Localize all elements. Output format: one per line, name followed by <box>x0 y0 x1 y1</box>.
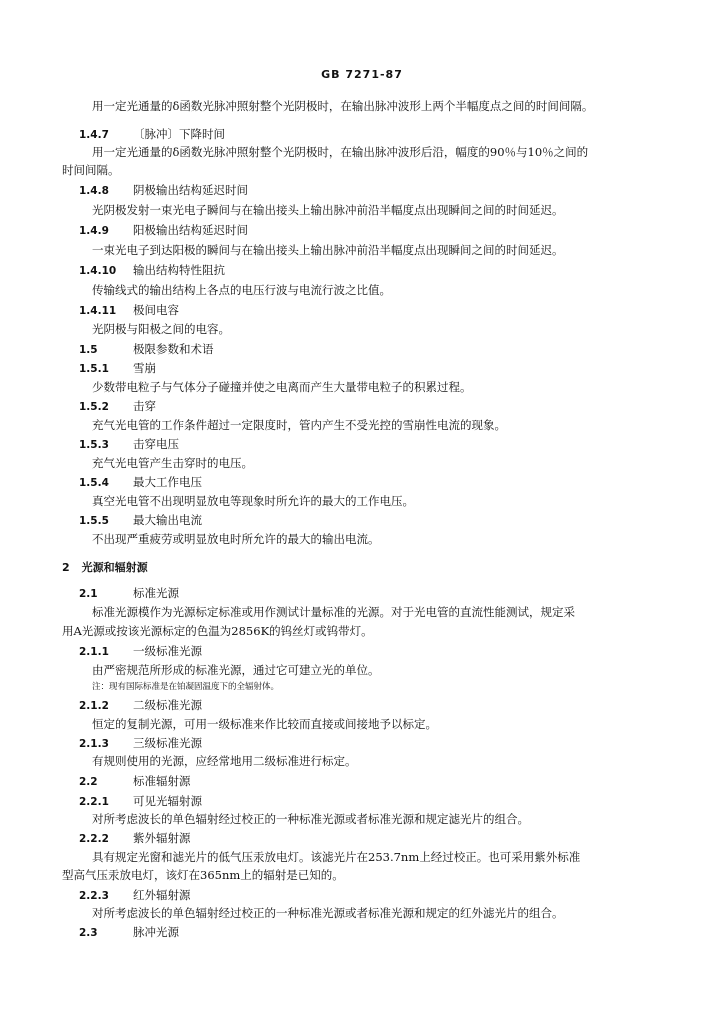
chapter-number: 2 <box>62 561 70 574</box>
section-title: 阳极输出结构延迟时间 <box>133 223 248 237</box>
section-title: 雪崩 <box>133 361 156 375</box>
paragraph-text: 标准光源模作为光源标定标准或用作测试计量标准的光源。对于光电管的直流性能测试，规定采 <box>92 605 575 619</box>
paragraph-text: 对所考虑波长的单色辐射经过校正的一种标准光源或者标准光源和规定的红外滤光片的组合。 <box>92 906 564 920</box>
section-heading <box>79 399 156 414</box>
section-number: 2.2.3 <box>79 890 109 902</box>
section-number: 2.2.2 <box>79 833 109 845</box>
paragraph-text: 不出现严重疲劳或明显放电时所允许的最大的输出电流。 <box>92 532 380 546</box>
section-heading <box>79 223 248 238</box>
section-heading <box>79 183 248 198</box>
section-heading <box>79 698 202 713</box>
section-number: 1.5.3 <box>79 439 109 451</box>
section-number: 1.4.10 <box>79 265 117 277</box>
section-title: 最大工作电压 <box>133 475 202 489</box>
section-heading <box>79 303 179 318</box>
section-number: 2.1.2 <box>79 700 109 712</box>
paragraph-text: 有规则使用的光源，应经常地用二级标准进行标定。 <box>92 754 357 768</box>
section-heading <box>79 342 214 357</box>
paragraph-text: 充气光电管的工作条件超过一定限度时，管内产生不受光控的雪崩性电流的现象。 <box>92 418 506 432</box>
section-number: 1.5.5 <box>79 515 109 527</box>
section-title: 紫外辐射源 <box>133 831 191 845</box>
section-title: 击穿电压 <box>133 437 179 451</box>
section-title: 击穿 <box>133 399 156 413</box>
section-title: 最大输出电流 <box>133 513 202 527</box>
chapter-heading <box>62 560 148 575</box>
section-heading <box>79 736 202 751</box>
section-heading <box>79 586 179 601</box>
section-number: 2.1.3 <box>79 738 109 750</box>
section-title: 红外辐射源 <box>133 888 191 902</box>
paragraph-text: 充气光电管产生击穿时的电压。 <box>92 456 253 470</box>
section-number: 2.2.1 <box>79 796 109 808</box>
section-heading <box>79 774 191 789</box>
paragraph-text: 对所考虑波长的单色辐射经过校正的一种标准光源或者标准光源和规定滤光片的组合。 <box>92 812 529 826</box>
paragraph-text: 用一定光通量的δ函数光脉冲照射整个光阴极时，在输出脉冲波形上两个半幅度点之间的时间间隔。 <box>92 99 594 113</box>
paragraph-text: 一束光电子到达阳极的瞬间与在输出接头上输出脉冲前沿半幅度点出现瞬间之间的时间延迟。 <box>92 243 564 257</box>
section-number: 1.5 <box>79 344 98 356</box>
paragraph-continuation: 用A光源或按该光源标定的色温为2856K的钨丝灯或钨带灯。 <box>62 624 373 638</box>
section-number: 1.4.7 <box>79 129 109 141</box>
paragraph-continuation: 型高气压汞放电灯，该灯在365nm上的辐射是已知的。 <box>62 868 344 882</box>
section-title: 一级标准光源 <box>133 644 202 658</box>
paragraph-text: 光阴极发射一束光电子瞬间与在输出接头上输出脉冲前沿半幅度点出现瞬间之间的时间延迟。 <box>92 203 564 217</box>
paragraph-text: 真空光电管不出现明显放电等现象时所允许的最大的工作电压。 <box>92 494 414 508</box>
page-header: GB 7271-87 <box>321 68 403 81</box>
section-number: 1.4.8 <box>79 185 109 197</box>
section-title: 三级标准光源 <box>133 736 202 750</box>
section-heading <box>79 831 191 846</box>
paragraph-continuation: 时间间隔。 <box>62 163 120 177</box>
section-number: 1.5.2 <box>79 401 109 413</box>
section-title: 〔脉冲〕下降时间 <box>133 127 225 141</box>
section-number: 1.5.4 <box>79 477 109 489</box>
section-heading <box>79 475 202 490</box>
section-heading <box>79 513 202 528</box>
section-title: 标准光源 <box>133 586 179 600</box>
paragraph-text: 具有规定光窗和滤光片的低气压汞放电灯。该滤光片在253.7nm上经过校正。也可采用紫外标准 <box>92 850 581 864</box>
section-heading <box>79 361 156 376</box>
section-number: 1.4.9 <box>79 225 109 237</box>
section-title: 标准辐射源 <box>133 774 191 788</box>
note-text: 注：现有国际标准是在铂凝固温度下的全辐射体。 <box>92 682 280 692</box>
section-heading <box>79 644 202 659</box>
section-number: 2.2 <box>79 776 98 788</box>
paragraph-text: 用一定光通量的δ函数光脉冲照射整个光阴极时，在输出脉冲波形后沿，幅度的90％与10％之间的 <box>92 145 589 159</box>
section-heading <box>79 888 191 903</box>
paragraph-text: 光阴极与阳极之间的电容。 <box>92 322 230 336</box>
section-heading <box>79 263 225 278</box>
paragraph-text: 由严密规范所形成的标准光源，通过它可建立光的单位。 <box>92 663 380 677</box>
section-title: 脉冲光源 <box>133 925 179 939</box>
section-title: 阴极输出结构延迟时间 <box>133 183 248 197</box>
section-title: 可见光辐射源 <box>133 794 202 808</box>
paragraph-text: 少数带电粒子与气体分子碰撞并使之电离而产生大量带电粒子的积累过程。 <box>92 380 472 394</box>
section-heading <box>79 437 179 452</box>
section-number: 2.1.1 <box>79 646 109 658</box>
chapter-title: 光源和辐射源 <box>81 561 148 574</box>
paragraph-text: 恒定的复制光源，可用一级标准来作比较而直接或间接地予以标定。 <box>92 717 437 731</box>
section-title: 极间电容 <box>133 303 179 317</box>
section-heading <box>79 794 202 809</box>
section-number: 1.5.1 <box>79 363 109 375</box>
section-number: 1.4.11 <box>79 305 117 317</box>
section-number: 2.3 <box>79 927 98 939</box>
section-title: 二级标准光源 <box>133 698 202 712</box>
section-title: 输出结构特性阻抗 <box>133 263 225 277</box>
section-heading <box>79 925 179 940</box>
section-number: 2.1 <box>79 588 98 600</box>
section-title: 极限参数和术语 <box>133 342 214 356</box>
paragraph-text: 传输线式的输出结构上各点的电压行波与电流行波之比值。 <box>92 283 391 297</box>
section-heading <box>79 127 225 142</box>
